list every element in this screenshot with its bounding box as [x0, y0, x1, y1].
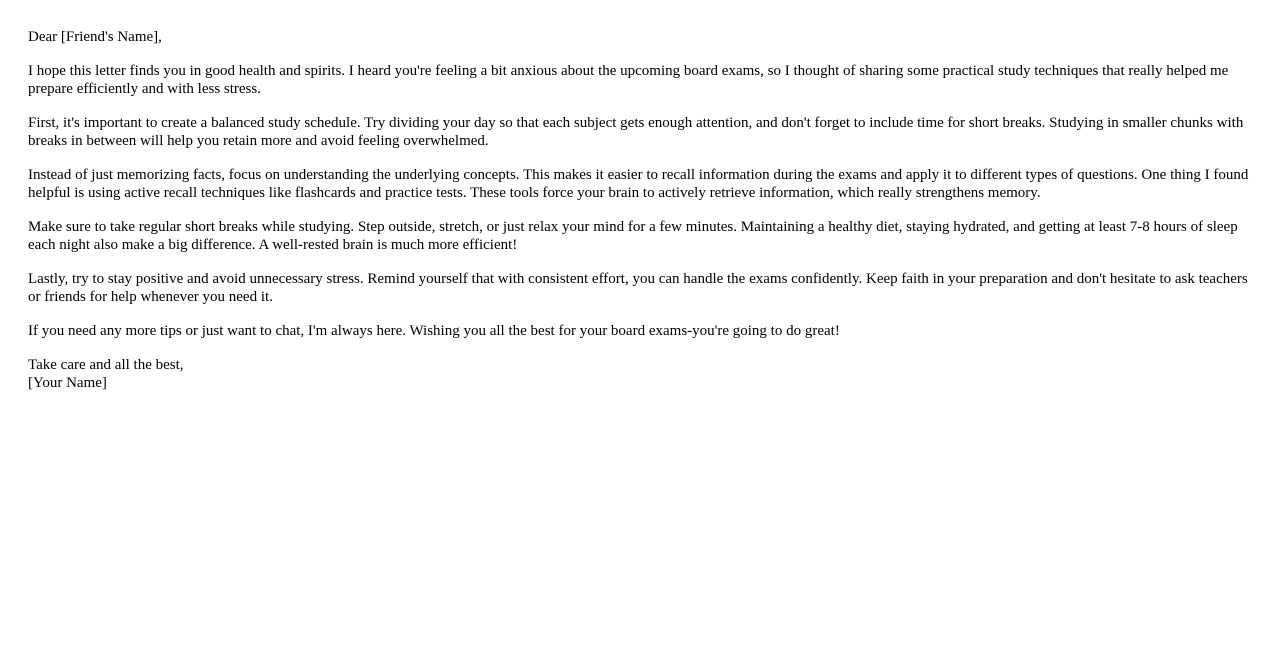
- paragraph-positivity: Lastly, try to stay positive and avoid unnecessary stress. Remind yourself that with consistent effort, you can handle the exams confidently. Keep faith in your preparation and don't hesitate to ask teachers or friends for help whenever you need it.: [28, 271, 1248, 305]
- paragraph-concepts: Instead of just memorizing facts, focus on understanding the underlying concepts. This makes it easier to recall information during the exams and apply it to different types of questions. One thing I found helpful is using active recall techniques like flashcards and practice tests. These tools force your brain to actively retrieve information, which really strengthens memory.: [28, 167, 1249, 201]
- closing-line: Take care and all the best,: [28, 357, 184, 373]
- closing-block: [28, 356, 1252, 392]
- paragraph-health: Make sure to take regular short breaks while studying. Step outside, stretch, or just relax your mind for a few minutes. Maintaining a healthy diet, staying hydrated, and getting at least 7-8 hours of sleep each night also make a big difference. A well-rested brain is much more efficient!: [28, 219, 1238, 253]
- letter-body: [28, 28, 1252, 408]
- salutation: Dear [Friend's Name],: [28, 29, 162, 45]
- signature: [Your Name]: [28, 375, 107, 391]
- paragraph-schedule: First, it's important to create a balanced study schedule. Try dividing your day so that each subject gets enough attention, and don't forget to include time for short breaks. Studying in smaller chunks with breaks in between will help you retain more and avoid feeling overwhelmed.: [28, 115, 1244, 149]
- paragraph-greeting: I hope this letter finds you in good health and spirits. I heard you're feeling a bit anxious about the upcoming board exams, so I thought of sharing some practical study techniques that really helped me prepare efficiently and with less stress.: [28, 63, 1229, 97]
- paragraph-offer-help: If you need any more tips or just want to chat, I'm always here. Wishing you all the best for your board exams-you're going to do great!: [28, 323, 840, 339]
